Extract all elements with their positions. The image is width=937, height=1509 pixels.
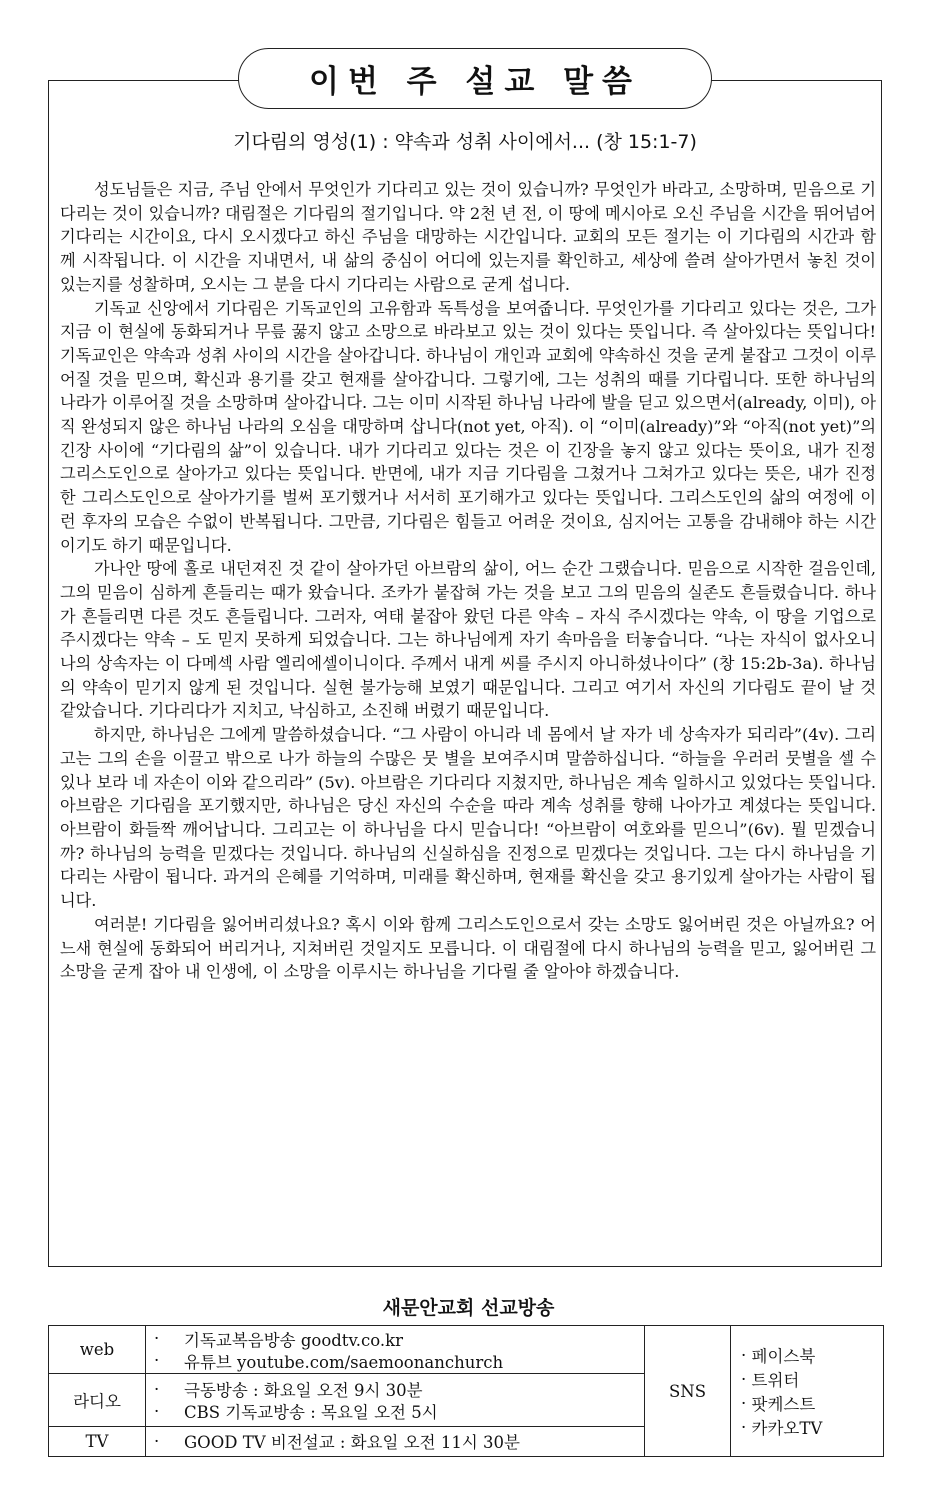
sermon-body xyxy=(60,178,876,984)
web-cell: · 기독교복음방송 goodtv.co.kr · 유튜브 youtube.com/saemoonanchurch xyxy=(146,1326,645,1374)
paragraph: 가나안 땅에 홀로 내던져진 것 같이 살아가던 아브람의 삶이, 어느 순간 그랬습니다. 믿음으로 시작한 걸음인데, 그의 믿음이 심하게 흔들리는 때가 왔습니다. 조카가 붙잡혀 가는 것을 보고 그의 믿음의 실존도 흔들렸습니다. 하나가 흔들리면 다른 것도 흔들립니다. 그러자, 여태 붙잡아 왔던 다른 약속 – 자식 주시겠다는 약속, 이 땅을 기업으로 주시겠다는 약속 – 도 믿지 못하게 되었습니다. 그는 하나님에게 자기 속마음을 터놓습니다. “나는 자식이 없사오니 나의 상속자는 이 다메섹 사람 엘리에셀이니이다. 주께서 내게 씨를 주시지 아니하셨나이다” (창 15:2b-3a). 하나님의 약속이 믿기지 않게 된 것입니다. 실현 불가능해 보였기 때문입니다. 그리고 여기서 자신의 기다림도 끝이 날 것 같았습니다. 기다리다가 지치고, 낙심하고, 소진해 버렸기 때문입니다. xyxy=(60,559,876,721)
radio-label: 라디오 xyxy=(49,1374,146,1426)
tv-item: GOOD TV 비전설교 : 화요일 오전 11시 30분 xyxy=(184,1433,520,1453)
sns-item: 팟케스트 xyxy=(751,1395,816,1414)
sermon-subtitle: 기다림의 영성(1) : 약속과 성취 사이에서... (창 15:1-7) xyxy=(233,131,697,153)
web-label: web xyxy=(49,1326,146,1374)
broadcast-table xyxy=(48,1325,884,1457)
tv-label: TV xyxy=(49,1426,146,1456)
page-title: 이번 주 설교 말씀 xyxy=(238,48,712,109)
sns-item: 카카오TV xyxy=(751,1419,823,1438)
sns-label: SNS xyxy=(645,1326,731,1457)
sns-cell: · 페이스북 · 트위터 · 팟케스트 · 카카오TV xyxy=(731,1326,884,1457)
web-item: 유튜브 youtube.com/saemoonanchurch xyxy=(184,1352,504,1372)
tv-cell: · GOOD TV 비전설교 : 화요일 오전 11시 30분 xyxy=(146,1426,645,1456)
radio-cell: · 극동방송 : 화요일 오전 9시 30분 · CBS 기독교방송 : 목요일 오전 5시 xyxy=(146,1374,645,1426)
paragraph: 기독교 신앙에서 기다림은 기독교인의 고유함과 독특성을 보여줍니다. 무엇인가를 기다리고 있다는 것은, 그가 지금 이 현실에 동화되거나 무릎 꿇지 않고 소망으로 바라보고 있는 것이 있다는 뜻입니다. 즉 살아있다는 뜻입니다! 기독교인은 약속과 성취 사이의 시간을 살아갑니다. 하나님이 개인과 교회에 약속하신 것을 굳게 붙잡고 그것이 이루어질 것을 믿으며, 확신과 용기를 갖고 현재를 살아갑니다. 그렇기에, 그는 성취의 때를 기다립니다. 또한 하나님의 나라가 이루어질 것을 소망하며 살아갑니다. 그는 이미 시작된 하나님 나라에 발을 딛고 있으면서(already, 이미), 아직 완성되지 않은 하나님 나라의 오심을 대망하며 삽니다(not yet, 아직). 이 “이미(already)”와 “아직(not yet)”의 긴장 사이에 “기다림의 삶”이 있습니다. 내가 기다리고 있다는 것은 이 긴장을 놓지 않고 있다는 뜻이요, 내가 진정 그리스도인으로 살아가고 있다는 뜻입니다. 반면에, 내가 지금 기다림을 그쳤거나 그쳐가고 있다는 뜻은, 내가 진정한 그리스도인으로 살아가기를 벌써 포기했거나 서서히 포기해가고 있다는 뜻입니다. 그리스도인의 삶의 여정에 이런 후자의 모습은 수없이 반복됩니다. 그만큼, 기다림은 힘들고 어려운 것이요, 심지어는 고통을 감내해야 하는 시간이기도 하기 때문입니다. xyxy=(60,298,877,555)
paragraph: 여러분! 기다림을 잃어버리셨나요? 혹시 이와 함께 그리스도인으로서 갖는 소망도 잃어버린 것은 아닐까요? 어느새 현실에 동화되어 버리거나, 지쳐버린 것일지도 모릅니다. 이 대림절에 다시 하나님의 능력을 믿고, 잃어버린 그 소망을 굳게 잡아 내 인생에, 이 소망을 이루시는 하나님을 기다릴 줄 알아야 하겠습니다. xyxy=(60,914,876,982)
broadcast-title: 새문안교회 선교방송 xyxy=(382,1297,555,1319)
sns-item: 트위터 xyxy=(751,1371,800,1390)
radio-item: 극동방송 : 화요일 오전 9시 30분 xyxy=(184,1381,423,1401)
sns-item: 페이스북 xyxy=(751,1347,816,1366)
paragraph: 하지만, 하나님은 그에게 말씀하셨습니다. “그 사람이 아니라 네 몸에서 날 자가 네 상속자가 되리라”(4v). 그리고는 그의 손을 이끌고 밖으로 나가 하늘의 수많은 뭇 별을 보여주시며 말씀하십니다. “하늘을 우러러 뭇별을 셀 수 있나 보라 네 자손이 이와 같으리라” (5v). 아브람은 기다리다 지쳤지만, 하나님은 계속 일하시고 있었다는 뜻입니다. 아브람은 기다림을 포기했지만, 하나님은 당신 자신의 수순을 따라 계속 성취를 향해 나아가고 계셨다는 뜻입니다. 아브람이 화들짝 깨어납니다. 그리고는 이 하나님을 다시 믿습니다! “아브람이 여호와를 믿으니”(6v). 뭘 믿겠습니까? 하나님의 능력을 믿겠다는 것입니다. 하나님의 신실하심을 진정으로 믿겠다는 것입니다. 그는 다시 하나님을 기다리는 사람이 됩니다. 과거의 은혜를 기억하며, 미래를 확신하며, 현재를 확신을 갖고 용기있게 살아가는 사람이 됩니다. xyxy=(60,725,876,911)
web-item: 기독교복음방송 goodtv.co.kr xyxy=(184,1330,404,1350)
radio-item: CBS 기독교방송 : 목요일 오전 5시 xyxy=(184,1403,438,1423)
paragraph: 성도님들은 지금, 주님 안에서 무엇인가 기다리고 있는 것이 있습니까? 무엇인가 바라고, 소망하며, 믿음으로 기다리는 것이 있습니까? 대림절은 기다림의 절기입니다. 약 2천 년 전, 이 땅에 메시아로 오신 주님을 시간을 뛰어넘어 기다리는 시간이요, 다시 오시겠다고 하신 주님을 대망하는 시간입니다. 교회의 모든 절기는 이 기다림의 시간과 함께 시작됩니다. 이 시간을 지내면서, 내 삶의 중심이 어디에 있는지를 확인하고, 세상에 쓸려 살아가면서 놓친 것이 있는지를 성찰하며, 오시는 그 분을 다시 기다리는 사람으로 굳게 섭니다. xyxy=(60,180,876,294)
